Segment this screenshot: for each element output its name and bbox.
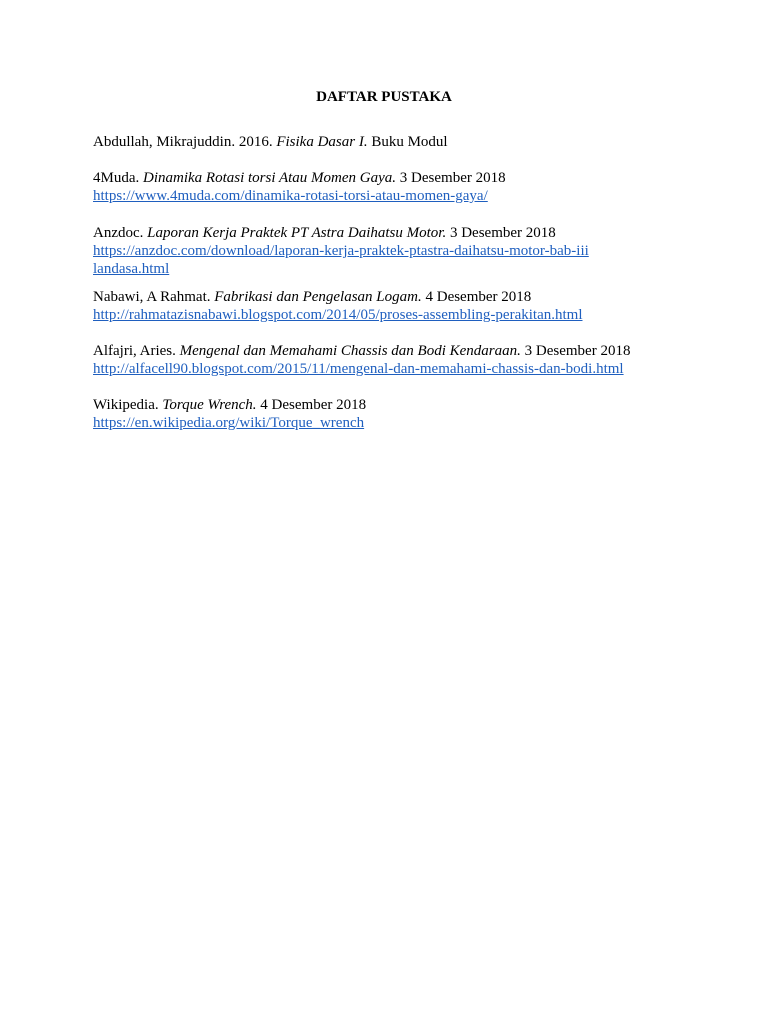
reference-link[interactable]: http://alfacell90.blogspot.com/2015/11/mengenal-dan-memahami-chassis-dan-bodi.html: [93, 361, 624, 377]
reference-link[interactable]: http://rahmatazisnabawi.blogspot.com/2014/05/proses-assembling-perakitan.html: [93, 307, 583, 323]
reference-citation: [93, 224, 693, 242]
reference-entry-1: [93, 133, 693, 151]
reference-title: Torque Wrench.: [162, 397, 257, 413]
reference-entry-5: [93, 342, 693, 378]
reference-entry-4: [93, 288, 693, 324]
reference-link[interactable]: https://www.4muda.com/dinamika-rotasi-torsi-atau-momen-gaya/: [93, 188, 488, 204]
reference-date: 4 Desember 2018: [421, 289, 532, 305]
page-title: DAFTAR PUSTAKA: [316, 89, 452, 105]
reference-author: Alfajri, Aries.: [93, 343, 180, 359]
reference-link[interactable]: https://en.wikipedia.org/wiki/Torque_wrench: [93, 415, 365, 431]
reference-citation: [93, 396, 693, 414]
reference-citation: [93, 288, 693, 306]
reference-date: 3 Desember 2018: [396, 170, 506, 186]
reference-entry-3: [93, 224, 693, 278]
reference-title: Dinamika Rotasi torsi Atau Momen Gaya.: [143, 170, 397, 186]
reference-citation: [93, 133, 693, 151]
reference-title: Laporan Kerja Praktek PT Astra Daihatsu Motor.: [147, 225, 447, 241]
reference-author: Wikipedia.: [93, 397, 163, 413]
reference-entry-6: [93, 396, 693, 432]
reference-citation: [93, 169, 693, 187]
reference-entry-2: [93, 169, 693, 205]
reference-title: Mengenal dan Memahami Chassis dan Bodi Kendaraan.: [179, 343, 521, 359]
reference-date: 3 Desember 2018: [520, 343, 631, 359]
reference-date: 4 Desember 2018: [256, 397, 367, 413]
reference-author: Abdullah, Mikrajuddin. 2016.: [93, 134, 277, 150]
reference-title: Fisika Dasar I.: [276, 134, 368, 150]
reference-title: Fabrikasi dan Pengelasan Logam.: [214, 289, 422, 305]
reference-author: 4Muda.: [93, 170, 143, 186]
reference-citation: [93, 342, 693, 360]
reference-note: Buku Modul: [367, 134, 448, 150]
reference-link-continuation[interactable]: landasa.html: [93, 261, 170, 277]
reference-author: Nabawi, A Rahmat.: [93, 289, 215, 305]
reference-author: Anzdoc.: [93, 225, 148, 241]
reference-link[interactable]: https://anzdoc.com/download/laporan-kerja-praktek-ptastra-daihatsu-motor-bab-iii: [93, 243, 589, 259]
reference-date: 3 Desember 2018: [446, 225, 556, 241]
